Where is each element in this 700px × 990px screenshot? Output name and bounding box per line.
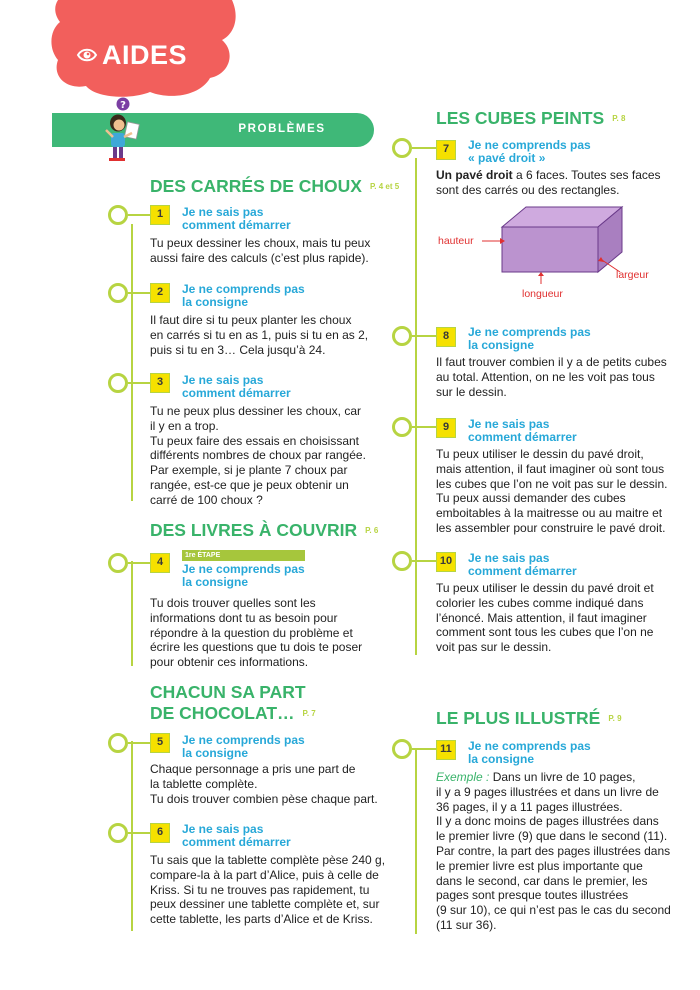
item-heading: Je ne comprends pas la consigne <box>468 739 591 766</box>
item-text: Tu peux utiliser le dessin du pavé droit et colorier les cubes comme indiqué dans l’énoncé. Mais attention, il faut imaginer comment sont tous les cubes que l’on ne voit pas sur le dessin. <box>436 581 654 655</box>
timeline-connector <box>128 214 150 216</box>
timeline-marker <box>108 733 128 753</box>
label-hauteur: hauteur <box>438 235 474 247</box>
item-text: Il faut trouver combien il y a de petits cubes au total. Attention, on ne les voit pas tous sur le dessin. <box>436 355 667 399</box>
item-heading: Je ne sais pas comment démarrer <box>182 205 291 232</box>
timeline-right-2 <box>415 748 417 934</box>
label-largeur: largeur <box>616 269 649 281</box>
item-heading: Je ne comprends pas « pavé droit » <box>468 138 591 165</box>
item-text: Tu ne peux plus dessiner les choux, car il y en a trop. Tu peux faire des essais en choisissant différents nombres de choux par rangée. Par exemple, si je plante 7 choux par rangée, est-ce que je peux obtenir un carré de 100 choux ? <box>150 404 366 507</box>
item-heading: Je ne comprends pas la consigne <box>468 325 591 352</box>
item-text: Exemple : Dans un livre de 10 pages, il y a 9 pages illustrées et dans un livre de 36 pages, il y a 11 pages illustrées. Il y a donc moins de pages illustrées dans le premier livre (9) que dans le second (11). Par contre, la part des pages illustrées dans le premier livre est plus importante que dans le second, car dans le premier, les pages sont presque toutes illustrées (9 sur 10), ce qui n’est pas le cas du second (11 sur 36). <box>436 770 671 932</box>
item-text: Tu dois trouver quelles sont les informations dont tu as besoin pour répondre à la question du problème et écrire les questions que tu dois te poser pour obtenir ces informations. <box>150 596 363 670</box>
timeline-connector <box>412 335 436 337</box>
item-heading: Je ne sais pas comment démarrer <box>468 551 577 578</box>
label-longueur: longueur <box>522 288 563 300</box>
timeline-connector <box>128 562 150 564</box>
section-title-illustre: LE PLUS ILLUSTRÉ P. 9 <box>436 708 622 728</box>
timeline-marker <box>108 373 128 393</box>
timeline-marker <box>108 823 128 843</box>
section-title-carres: DES CARRÉS DE CHOUX P. 4 et 5 <box>150 176 400 196</box>
item-heading: Je ne sais pas comment démarrer <box>182 822 291 849</box>
timeline-left-1 <box>131 224 133 501</box>
item-text: Un pavé droit a 6 faces. Toutes ses faces sont des carrés ou des rectangles. <box>436 168 661 197</box>
item-text: Il faut dire si tu peux planter les choux en carrés si tu en as 1, puis si tu en as 2, puis si tu en 3… Cela jusqu’à 24. <box>150 313 369 357</box>
timeline-connector <box>128 292 150 294</box>
item-number: 9 <box>436 418 456 438</box>
item-heading: Je ne sais pas comment démarrer <box>468 417 577 444</box>
timeline-marker <box>392 417 412 437</box>
timeline-marker <box>108 553 128 573</box>
timeline-connector <box>128 832 150 834</box>
item-number: 11 <box>436 740 456 760</box>
page-title: AIDES <box>102 40 188 70</box>
timeline-marker <box>392 551 412 571</box>
timeline-connector <box>412 147 436 149</box>
svg-text:?: ? <box>120 100 126 111</box>
item-text: Tu sais que la tablette complète pèse 240 g, compare-la à la part d’Alice, puis à celle de Kriss. Si tu ne trouves pas rapidement, tu peux dessiner une tablette complète et, sur cette tablette, les parts d’Alice et de Kriss. <box>150 853 386 927</box>
timeline-right-1 <box>415 158 417 655</box>
item-number: 1 <box>150 205 170 225</box>
item-text: Tu peux dessiner les choux, mais tu peux aussi faire des calculs (c’est plus rapide). <box>150 236 371 265</box>
timeline-connector <box>128 742 150 744</box>
item-number: 3 <box>150 373 170 393</box>
timeline-marker <box>108 283 128 303</box>
banner-label: PROBLÈMES <box>238 123 326 135</box>
item-heading: Je ne comprends pas la consigne <box>182 733 305 760</box>
section-title-cubes: LES CUBES PEINTS P. 8 <box>436 108 626 128</box>
item-heading: 1re ÉTAPE Je ne comprends pas la consigne <box>182 552 305 589</box>
item-number: 4 <box>150 553 170 573</box>
item-number: 5 <box>150 733 170 753</box>
timeline-connector <box>412 426 436 428</box>
timeline-marker <box>392 138 412 158</box>
item-number: 2 <box>150 283 170 303</box>
item-heading: Je ne comprends pas la consigne <box>182 282 305 309</box>
timeline-connector <box>412 748 436 750</box>
timeline-marker <box>392 739 412 759</box>
item-number: 8 <box>436 327 456 347</box>
item-heading: Je ne sais pas comment démarrer <box>182 373 291 400</box>
character-illustration <box>96 97 158 162</box>
item-text: Chaque personnage a pris une part de la tablette complète. Tu dois trouver combien pèse chaque part. <box>150 762 378 806</box>
timeline-left-2 <box>131 561 133 666</box>
item-number: 10 <box>436 552 456 572</box>
eye-icon <box>76 44 98 66</box>
item-number: 6 <box>150 823 170 843</box>
timeline-connector <box>412 560 436 562</box>
timeline-marker <box>392 326 412 346</box>
section-title-chocolat: CHACUN SA PART DE CHOCOLAT… P. 7 <box>150 682 316 723</box>
timeline-marker <box>108 205 128 225</box>
item-number: 7 <box>436 140 456 160</box>
timeline-connector <box>128 382 150 384</box>
timeline-left-3 <box>131 741 133 931</box>
item-text: Tu peux utiliser le dessin du pavé droit, mais attention, il faut imaginer où sont tous les cubes que l’on ne voit pas sur le dessin. Tu peux aussi demander des cubes emboitables à la maitresse ou au maitre et les assembler pour construire le pavé droit. <box>436 447 668 535</box>
etape-badge: 1re ÉTAPE <box>182 550 305 561</box>
section-title-livres: DES LIVRES À COUVRIR P. 6 <box>150 520 379 540</box>
